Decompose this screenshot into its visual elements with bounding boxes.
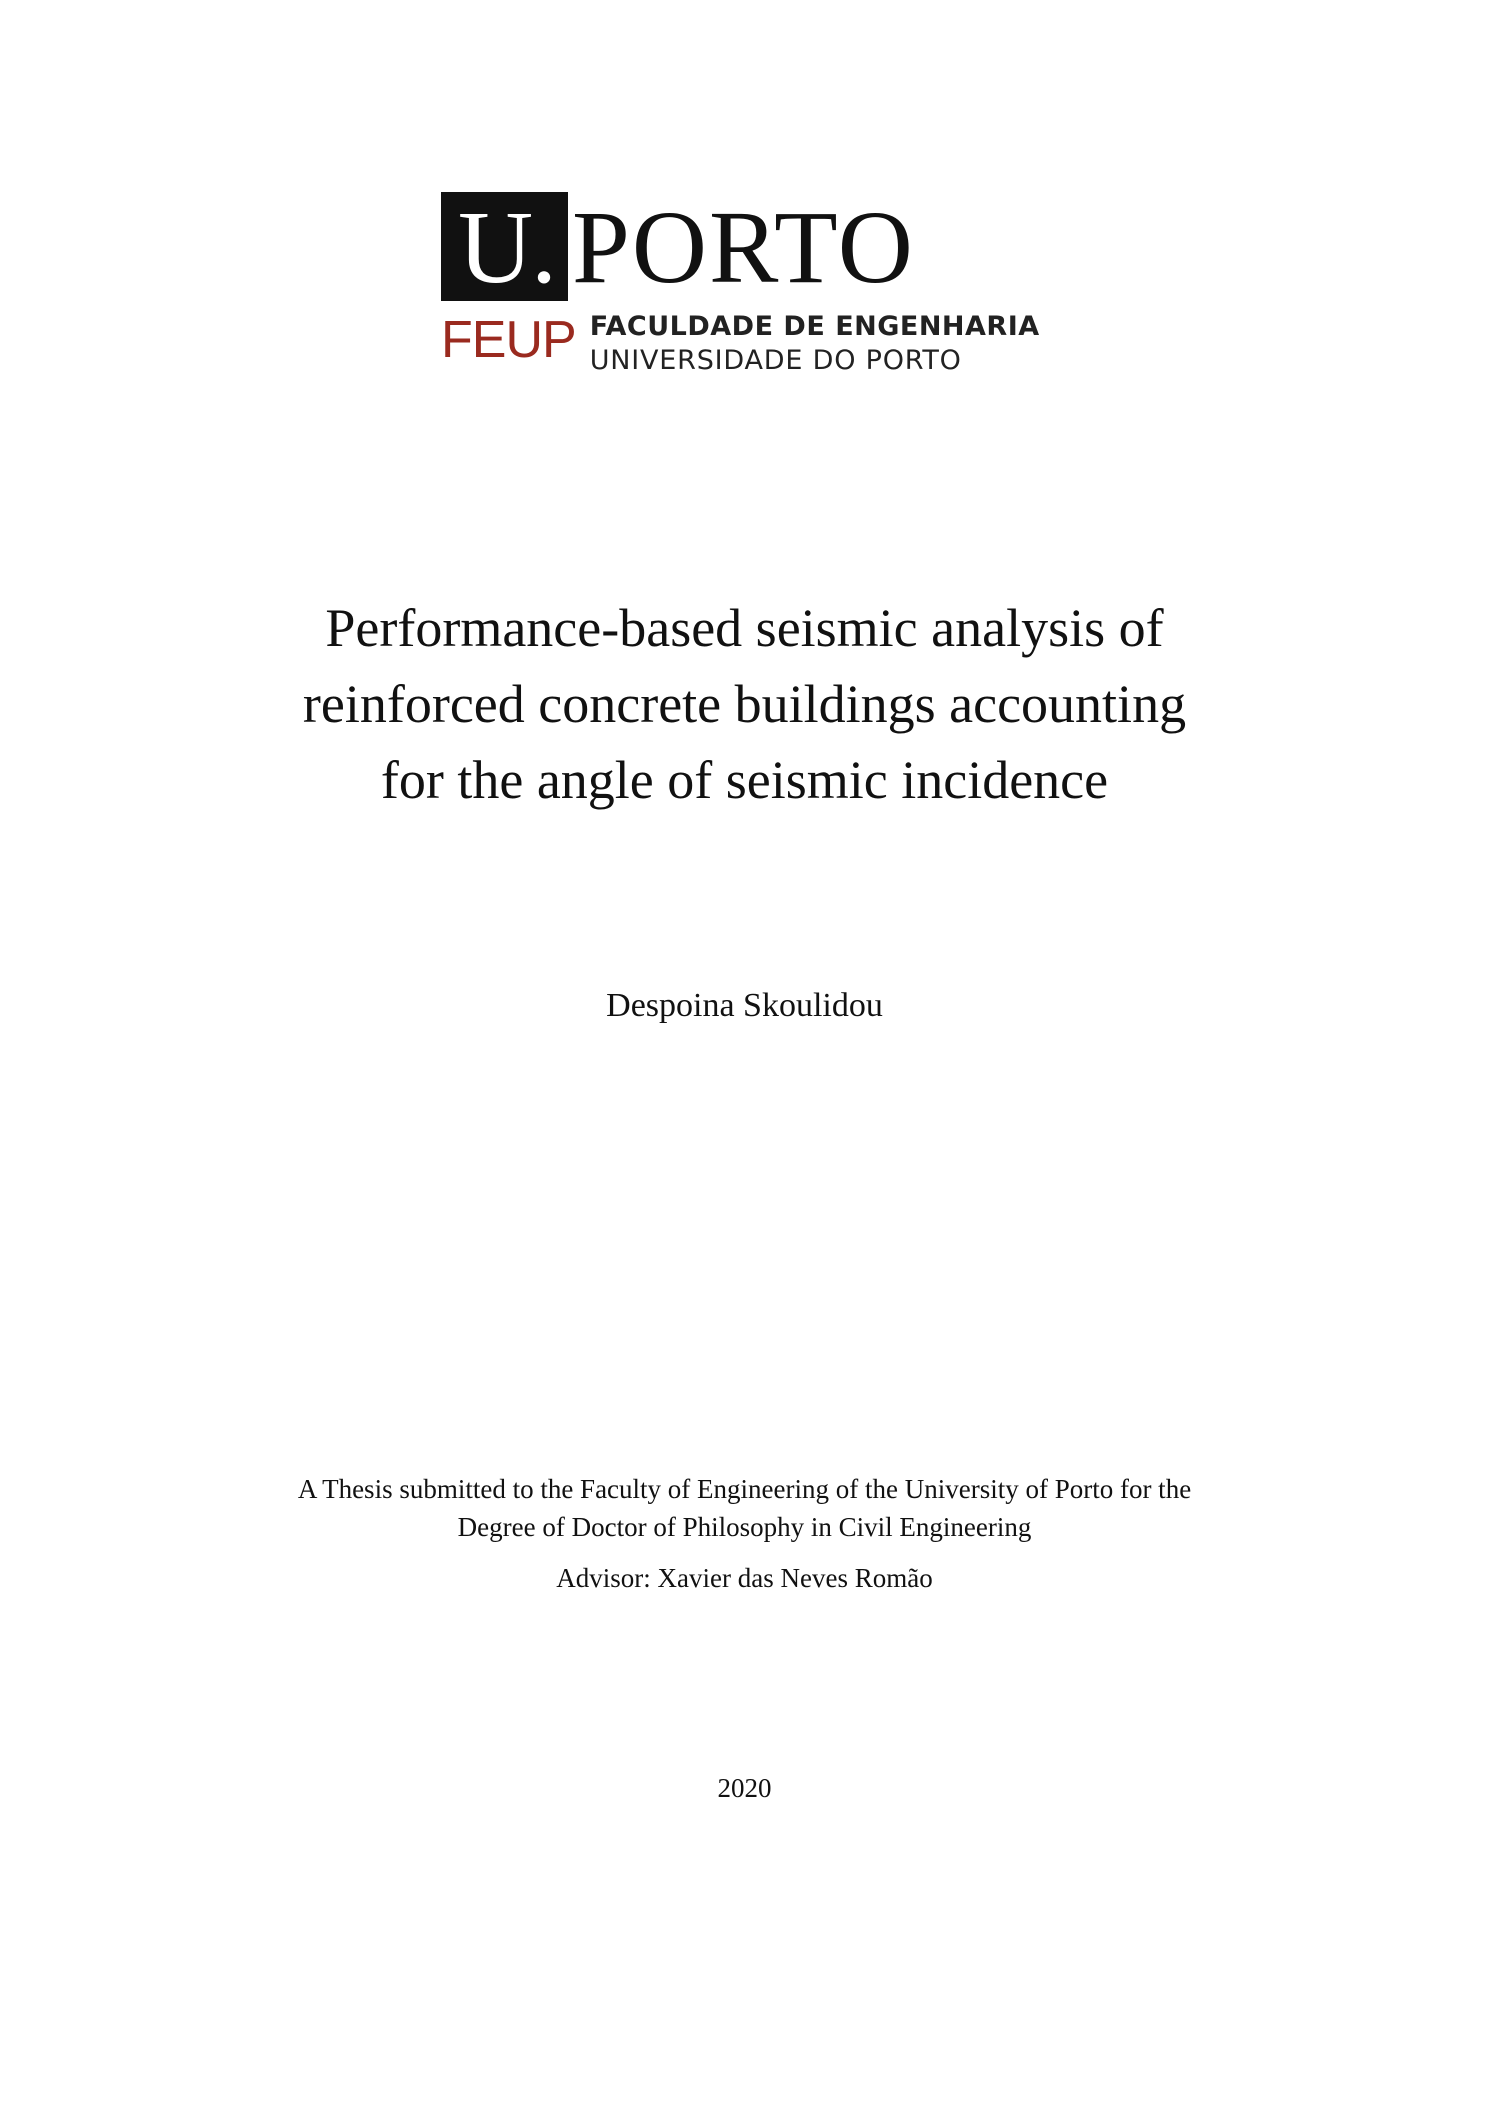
submission-line-1: A Thesis submitted to the Faculty of Engineering of the University of Porto for the <box>297 1474 1192 1504</box>
submission-line-2: Degree of Doctor of Philosophy in Civil Engineering <box>457 1512 1032 1542</box>
faculty-name <box>590 310 1040 378</box>
university-logo <box>441 192 1061 392</box>
thesis-title-line-2: reinforced concrete buildings accounting <box>302 674 1187 734</box>
feup-wordmark <box>441 310 1040 378</box>
feup-word: FEUP <box>441 311 576 369</box>
faculty-line: FACULDADE DE ENGENHARIA <box>589 311 1040 342</box>
uporto-wordmark <box>441 190 915 305</box>
university-line: UNIVERSIDADE DO PORTO <box>589 345 962 376</box>
thesis-title-line-3: for the angle of seismic incidence <box>380 750 1109 810</box>
advisor-line: Advisor: Xavier das Neves Romão <box>556 1563 933 1593</box>
author-name: Despoina Skoulidou <box>606 987 883 1024</box>
thesis-title-line-1: Performance-based seismic analysis of <box>325 598 1164 658</box>
porto-word: PORTO <box>572 190 915 305</box>
thesis-title <box>150 590 1339 818</box>
u-letter-block: U. <box>441 192 568 301</box>
publication-year: 2020 <box>717 1773 772 1803</box>
submission-statement <box>150 1470 1339 1546</box>
